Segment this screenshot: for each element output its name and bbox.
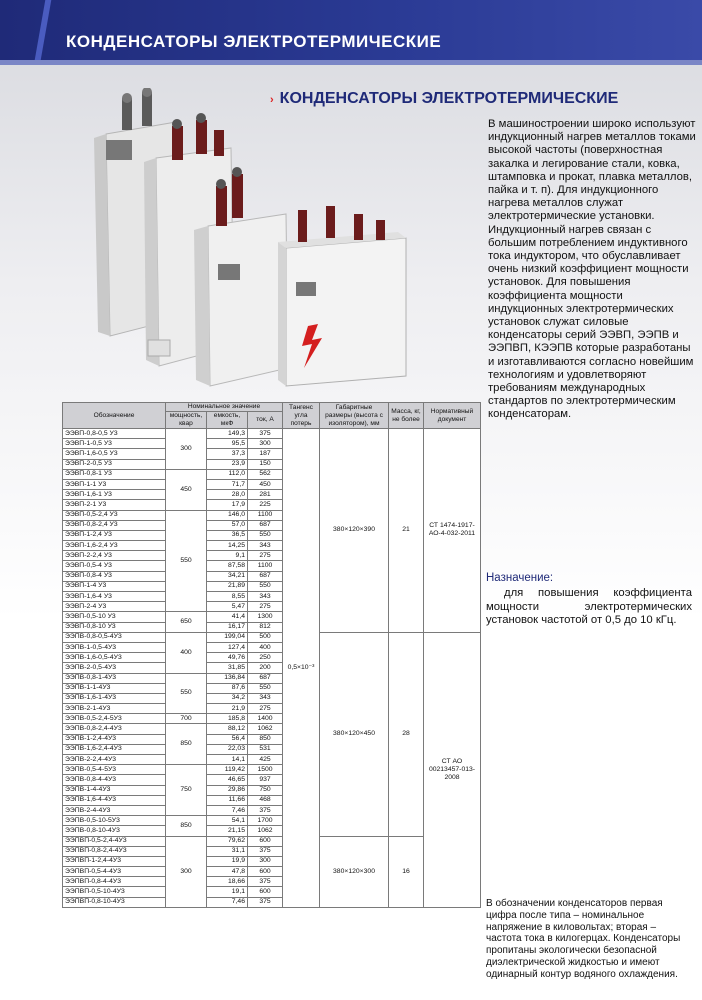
cell-current: 300 <box>248 856 283 866</box>
cell-designation: ЭЭПВ-0,8-10-4У3 <box>63 826 166 836</box>
cell-designation: ЭЭВП-1,6-0,5 У3 <box>63 449 166 459</box>
cell-current: 600 <box>248 887 283 897</box>
cell-current: 550 <box>248 683 283 693</box>
cell-capacity: 31,1 <box>207 846 248 856</box>
cell-designation: ЭЭПВ-1-1-4У3 <box>63 683 166 693</box>
cell-current: 200 <box>248 663 283 673</box>
section-title-text: КОНДЕНСАТОРЫ ЭЛЕКТРОТЕРМИЧЕСКИЕ <box>279 90 619 107</box>
cell-capacity: 31,85 <box>207 663 248 673</box>
cell-capacity: 5,47 <box>207 602 248 612</box>
cell-current: 1100 <box>248 510 283 520</box>
cell-current: 343 <box>248 693 283 703</box>
cell-designation: ЭЭПВ-2-2,4-4У3 <box>63 755 166 765</box>
cell-current: 281 <box>248 490 283 500</box>
cell-current: 1062 <box>248 826 283 836</box>
cell-designation: ЭЭВП-0,8-4 У3 <box>63 571 166 581</box>
purpose-heading: Назначение: <box>486 572 554 584</box>
cell-capacity: 57,0 <box>207 520 248 530</box>
cell-current: 550 <box>248 581 283 591</box>
cell-designation: ЭЭПВП-0,5-10-4У3 <box>63 887 166 897</box>
cell-capacity: 21,9 <box>207 704 248 714</box>
cell-capacity: 7,46 <box>207 805 248 815</box>
cell-current: 562 <box>248 469 283 479</box>
cell-capacity: 136,84 <box>207 673 248 683</box>
cell-current: 687 <box>248 571 283 581</box>
cell-current: 275 <box>248 551 283 561</box>
cell-capacity: 9,1 <box>207 551 248 561</box>
header-title: КОНДЕНСАТОРЫ ЭЛЕКТРОТЕРМИЧЕСКИЕ <box>66 32 442 51</box>
cell-designation: ЭЭПВ-0,8-0,5-4У3 <box>63 632 166 642</box>
cell-designation: ЭЭПВ-1,6-1-4У3 <box>63 693 166 703</box>
cell-designation: ЭЭВП-0,8-2,4 У3 <box>63 520 166 530</box>
cell-capacity: 87,6 <box>207 683 248 693</box>
capacitor-4-image <box>278 206 406 386</box>
col-header-mass: Масса, кг, не более <box>389 403 424 429</box>
cell-capacity: 11,66 <box>207 795 248 805</box>
cell-designation: ЭЭПВП-0,5-4-4У3 <box>63 867 166 877</box>
col-header-capacity: емкость, мкФ <box>207 412 248 429</box>
cell-capacity: 49,76 <box>207 653 248 663</box>
intro-text: В машиностроении широко используют индукционный нагрев металлов токами высокой частоты (поверхностная закалка и легирование стали, ковка, штамповка и прокат, плавка металлов, пайка и т. п). Для индукционного нагрева металлов служат электротермические установки. Индукционный нагрев связан с большим потреблением индуктивного тока индуктором, что обуславливает очень низкий коэффициент мощности установок. Для повышения коэффициента мощности индукционных электротермических установок служат силовые конденсаторы серий ЭЭВП, ЭЭПВ и ЭЭПВП, КЭЭПВ которые разработаны и изготавливаются согласно новейшим технологиям и удовлетворяют требованиям международных стандартов по электротермическим конденсаторам. <box>488 118 696 421</box>
cell-designation: ЭЭПВ-1,6-4-4У3 <box>63 795 166 805</box>
cell-current: 375 <box>248 897 283 907</box>
cell-current: 1700 <box>248 816 283 826</box>
table-row <box>63 632 481 642</box>
cell-designation: ЭЭВП-0,5-10 У3 <box>63 612 166 622</box>
cell-dimensions: 380×120×390 <box>320 429 389 633</box>
capacitors-photo <box>46 88 486 388</box>
cell-designation: ЭЭПВП-0,8-4-4У3 <box>63 877 166 887</box>
cell-capacity: 199,04 <box>207 632 248 642</box>
cell-designation: ЭЭПВ-1,6-2,4-4У3 <box>63 744 166 754</box>
cell-capacity: 19,9 <box>207 856 248 866</box>
cell-power: 550 <box>166 673 207 714</box>
cell-designation: ЭЭПВП-0,8-10-4У3 <box>63 897 166 907</box>
cell-current: 300 <box>248 439 283 449</box>
cell-designation: ЭЭВП-1-0,5 У3 <box>63 439 166 449</box>
cell-capacity: 37,3 <box>207 449 248 459</box>
cell-capacity: 185,8 <box>207 714 248 724</box>
col-header-dims: Габаритные размеры (высота с изолятором), мм <box>320 403 389 429</box>
cell-designation: ЭЭВП-2-4 У3 <box>63 602 166 612</box>
cell-current: 375 <box>248 805 283 815</box>
cell-designation: ЭЭВП-1,6-1 У3 <box>63 490 166 500</box>
cell-current: 1400 <box>248 714 283 724</box>
cell-capacity: 56,4 <box>207 734 248 744</box>
cell-power: 300 <box>166 836 207 907</box>
cell-designation: ЭЭПВ-0,8-1-4У3 <box>63 673 166 683</box>
cell-mass: 16 <box>389 836 424 907</box>
cell-current: 1100 <box>248 561 283 571</box>
cell-document: СТ 1474-1917-АО-4-032-2011 <box>424 429 481 633</box>
cell-designation: ЭЭВП-2-0,5 У3 <box>63 459 166 469</box>
cell-current: 425 <box>248 755 283 765</box>
cell-capacity: 14,1 <box>207 755 248 765</box>
cell-power: 550 <box>166 510 207 612</box>
cell-designation: ЭЭПВ-1-4-4У3 <box>63 785 166 795</box>
cell-capacity: 79,62 <box>207 836 248 846</box>
cell-designation: ЭЭВП-0,8-0,5 У3 <box>63 429 166 439</box>
cell-power: 850 <box>166 724 207 765</box>
col-header-nominal: Номинальное значение <box>166 403 283 412</box>
cell-capacity: 34,21 <box>207 571 248 581</box>
cell-capacity: 16,17 <box>207 622 248 632</box>
header-banner <box>0 0 702 60</box>
cell-dimensions: 380×120×300 <box>320 836 389 907</box>
cell-designation: ЭЭПВП-0,5-2,4-4У3 <box>63 836 166 846</box>
cell-designation: ЭЭПВ-0,8-4-4У3 <box>63 775 166 785</box>
cell-designation: ЭЭПВ-1-2,4-4У3 <box>63 734 166 744</box>
col-header-name: Обозначение <box>63 403 166 429</box>
table-row <box>63 429 481 439</box>
cell-current: 187 <box>248 449 283 459</box>
cell-capacity: 17,9 <box>207 500 248 510</box>
cell-current: 375 <box>248 846 283 856</box>
col-header-doc: Нормативный документ <box>424 403 481 429</box>
cell-capacity: 112,0 <box>207 469 248 479</box>
cell-capacity: 8,55 <box>207 592 248 602</box>
cell-current: 343 <box>248 541 283 551</box>
cell-capacity: 47,8 <box>207 867 248 877</box>
cell-designation: ЭЭПВ-0,5-2,4-5У3 <box>63 714 166 724</box>
cell-current: 375 <box>248 429 283 439</box>
cell-designation: ЭЭПВ-0,5-4-5У3 <box>63 765 166 775</box>
designation-note: В обозначении конденсаторов первая цифра после типа – номинальное напряжение в киловольтах; вторая – частота тока в килогерцах. Конденсаторы пропитаны экологически безопасной диэлектрической жидкостью и имеют одинарный контур водяного охлаждения. <box>486 898 681 980</box>
cell-current: 1500 <box>248 765 283 775</box>
table-row <box>63 836 481 846</box>
cell-designation: ЭЭПВП-0,8-2,4-4У3 <box>63 846 166 856</box>
cell-power: 850 <box>166 816 207 836</box>
cell-capacity: 28,0 <box>207 490 248 500</box>
cell-capacity: 18,66 <box>207 877 248 887</box>
col-header-tangent: Тангенс угла потерь <box>283 403 320 429</box>
banner-stripe <box>0 60 702 65</box>
cell-current: 812 <box>248 622 283 632</box>
spec-table-body <box>63 429 481 908</box>
col-header-current: ток, А <box>248 412 283 429</box>
cell-current: 250 <box>248 653 283 663</box>
cell-designation: ЭЭВП-1,6-4 У3 <box>63 592 166 602</box>
purpose-text: для повышения коэффициента мощности электротермических установок частотой от 0,5 до 10 кГц. <box>486 587 692 626</box>
cell-current: 275 <box>248 602 283 612</box>
cell-designation: ЭЭВП-1-4 У3 <box>63 581 166 591</box>
cell-current: 500 <box>248 632 283 642</box>
cell-designation: ЭЭПВ-2-4-4У3 <box>63 805 166 815</box>
cell-capacity: 41,4 <box>207 612 248 622</box>
cell-power: 750 <box>166 765 207 816</box>
cell-current: 600 <box>248 867 283 877</box>
cell-designation: ЭЭПВ-0,5-10-5У3 <box>63 816 166 826</box>
cell-designation: ЭЭПВ-2-1-4У3 <box>63 704 166 714</box>
cell-current: 600 <box>248 836 283 846</box>
cell-designation: ЭЭВП-0,5-4 У3 <box>63 561 166 571</box>
cell-current: 275 <box>248 704 283 714</box>
cell-capacity: 34,2 <box>207 693 248 703</box>
cell-current: 550 <box>248 530 283 540</box>
cell-capacity: 22,03 <box>207 744 248 754</box>
cell-capacity: 36,5 <box>207 530 248 540</box>
cell-current: 750 <box>248 785 283 795</box>
cell-power: 300 <box>166 429 207 470</box>
cell-designation: ЭЭВП-0,8-10 У3 <box>63 622 166 632</box>
cell-designation: ЭЭПВ-1-0,5-4У3 <box>63 642 166 652</box>
cell-current: 531 <box>248 744 283 754</box>
spec-table <box>62 402 481 908</box>
cell-tangent: 0,5×10⁻³ <box>283 429 320 908</box>
cell-capacity: 7,46 <box>207 897 248 907</box>
cell-current: 225 <box>248 500 283 510</box>
cell-mass: 21 <box>389 429 424 633</box>
cell-current: 468 <box>248 795 283 805</box>
cell-capacity: 146,0 <box>207 510 248 520</box>
cell-designation: ЭЭВП-1-1 У3 <box>63 479 166 489</box>
cell-capacity: 19,1 <box>207 887 248 897</box>
cell-designation: ЭЭВП-1-2,4 У3 <box>63 530 166 540</box>
cell-designation: ЭЭПВП-1-2,4-4У3 <box>63 856 166 866</box>
cell-current: 850 <box>248 734 283 744</box>
cell-designation: ЭЭВП-2-2,4 У3 <box>63 551 166 561</box>
cell-capacity: 88,12 <box>207 724 248 734</box>
cell-designation: ЭЭВП-2-1 У3 <box>63 500 166 510</box>
cell-capacity: 14,25 <box>207 541 248 551</box>
cell-capacity: 21,15 <box>207 826 248 836</box>
cell-capacity: 21,89 <box>207 581 248 591</box>
cell-capacity: 95,5 <box>207 439 248 449</box>
cell-power: 400 <box>166 632 207 673</box>
cell-capacity: 23,9 <box>207 459 248 469</box>
cell-mass: 28 <box>389 632 424 836</box>
banner-accent <box>35 0 52 60</box>
cell-power: 650 <box>166 612 207 632</box>
col-header-power: мощность, квар <box>166 412 207 429</box>
cell-capacity: 87,58 <box>207 561 248 571</box>
cell-power: 450 <box>166 469 207 510</box>
cell-current: 375 <box>248 877 283 887</box>
cell-designation: ЭЭПВ-0,8-2,4-4У3 <box>63 724 166 734</box>
cell-current: 687 <box>248 673 283 683</box>
cell-capacity: 119,42 <box>207 765 248 775</box>
cell-current: 150 <box>248 459 283 469</box>
cell-power: 700 <box>166 714 207 724</box>
cell-capacity: 46,65 <box>207 775 248 785</box>
cell-current: 937 <box>248 775 283 785</box>
cell-current: 1062 <box>248 724 283 734</box>
cell-document: СТ АО 00213457-013-2008 <box>424 632 481 907</box>
cell-current: 343 <box>248 592 283 602</box>
cell-designation: ЭЭВП-0,5-2,4 У3 <box>63 510 166 520</box>
cell-dimensions: 380×120×450 <box>320 632 389 836</box>
cell-current: 400 <box>248 642 283 652</box>
cell-designation: ЭЭВП-0,8-1 У3 <box>63 469 166 479</box>
cell-current: 687 <box>248 520 283 530</box>
cell-current: 1300 <box>248 612 283 622</box>
cell-designation: ЭЭПВ-2-0,5-4У3 <box>63 663 166 673</box>
cell-current: 450 <box>248 479 283 489</box>
cell-capacity: 29,86 <box>207 785 248 795</box>
cell-designation: ЭЭПВ-1,6-0,5-4У3 <box>63 653 166 663</box>
cell-capacity: 127,4 <box>207 642 248 652</box>
cell-capacity: 54,1 <box>207 816 248 826</box>
cell-capacity: 149,3 <box>207 429 248 439</box>
arrow-icon: › <box>270 94 274 106</box>
cell-designation: ЭЭВП-1,6-2,4 У3 <box>63 541 166 551</box>
cell-capacity: 71,7 <box>207 479 248 489</box>
